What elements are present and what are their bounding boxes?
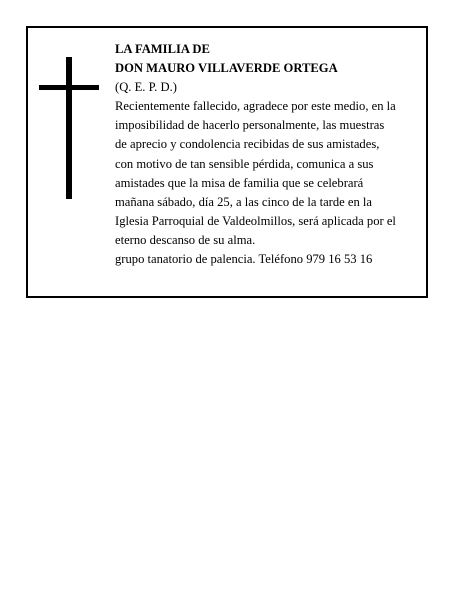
body-line: amistades que la misa de familia que se celebrará (115, 175, 364, 190)
obituary-notice (26, 26, 428, 298)
body-line: Iglesia Parroquial de Valdeolmillos, será aplicada por el (115, 213, 396, 228)
body-line: eterno descanso de su alma. (115, 232, 256, 247)
body-line: Recientemente fallecido, agradece por este medio, en la (115, 99, 396, 114)
rip-abbreviation: (Q. E. P. D.) (115, 80, 177, 95)
funeral-home-contact: grupo tanatorio de palencia. Teléfono 979 16 53 16 (115, 252, 373, 267)
cross-icon-horizontal-bar (39, 85, 99, 90)
body-line: mañana sábado, día 25, a las cinco de la tarde en la (115, 194, 373, 209)
body-line: de aprecio y condolencia recibidas de sus amistades, (115, 137, 380, 152)
body-line: imposibilidad de hacerlo personalmente, las muestras (115, 118, 385, 133)
body-line: con motivo de tan sensible pérdida, comunica a sus (115, 156, 374, 171)
heading-line-1: LA FAMILIA DE (115, 42, 210, 56)
notice-text-block (115, 40, 425, 269)
deceased-name: DON MAURO VILLAVERDE ORTEGA (115, 61, 338, 76)
cross-icon-vertical-bar (66, 57, 72, 199)
